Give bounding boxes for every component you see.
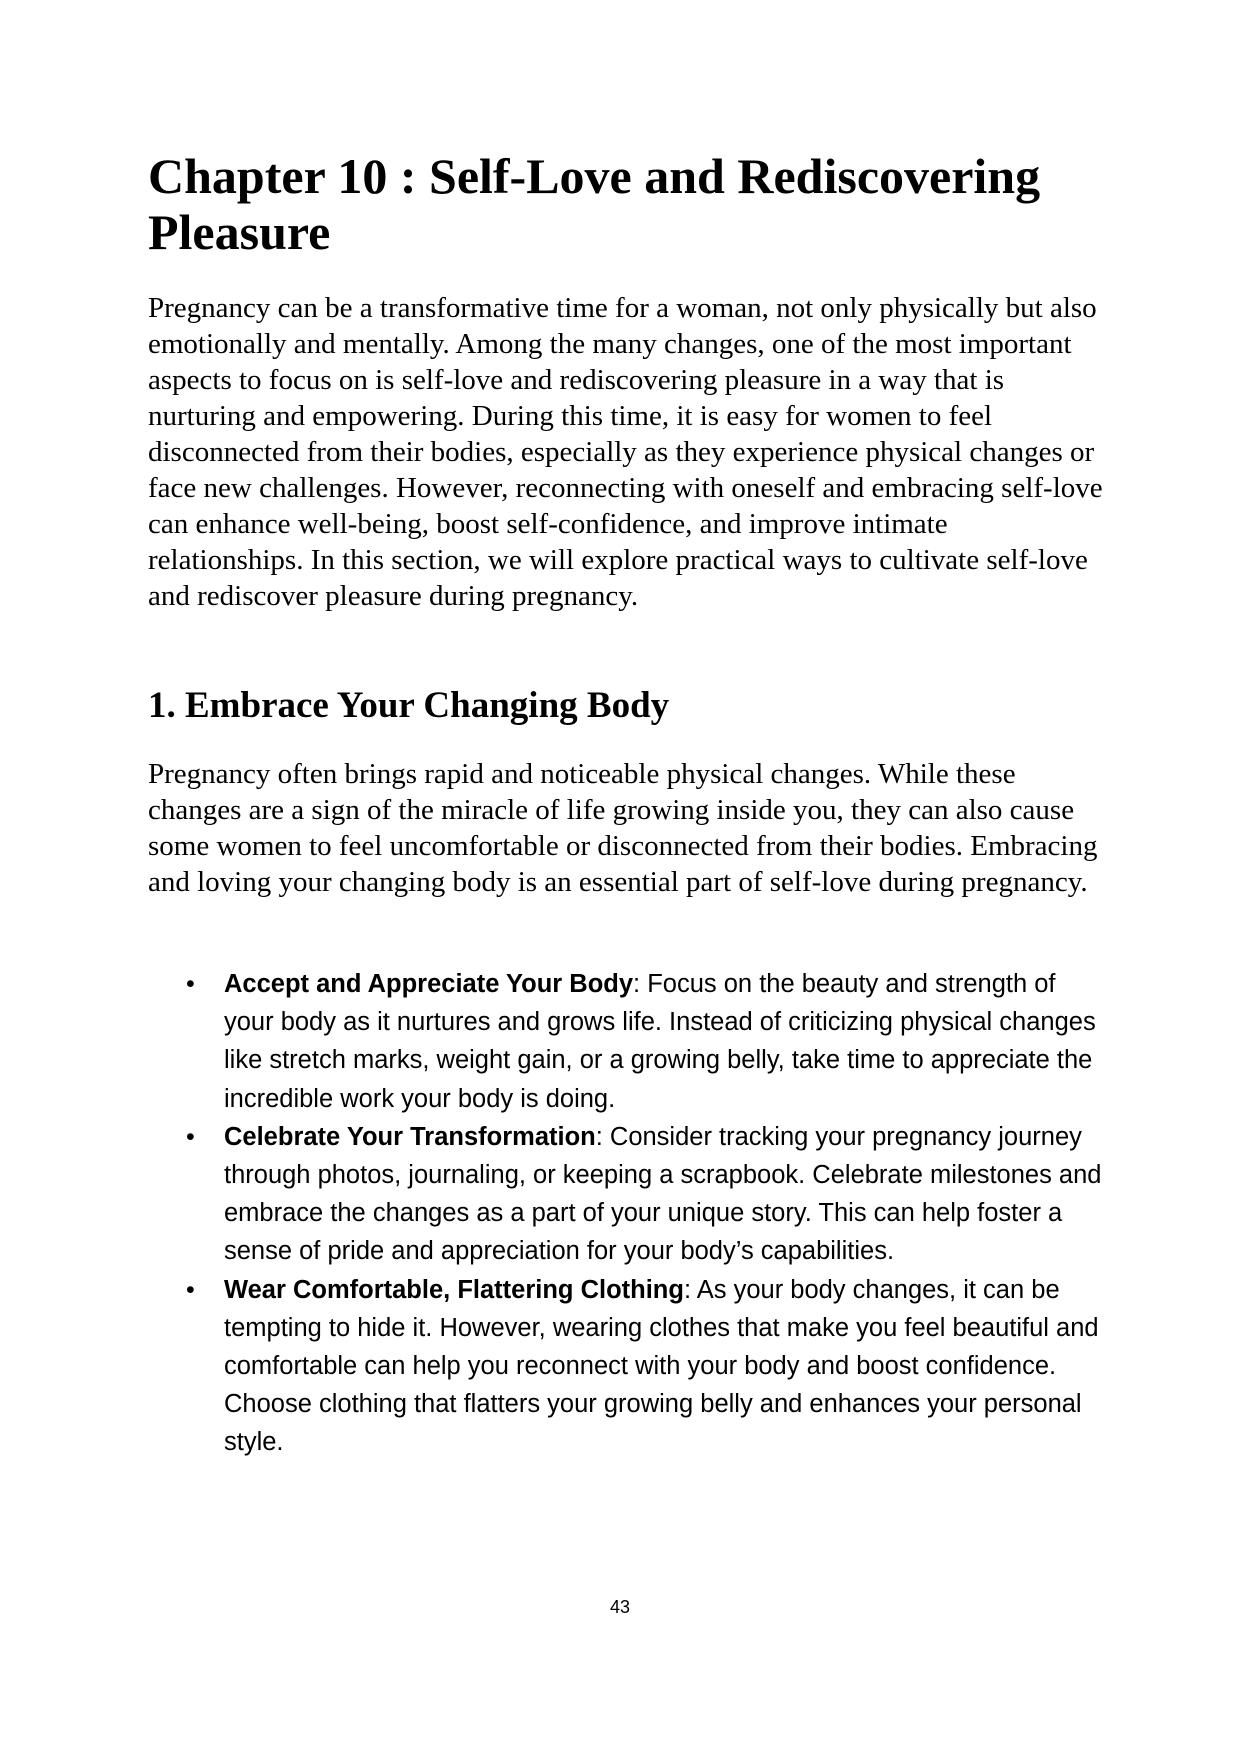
chapter-title: Chapter 10 : Self-Love and Rediscovering Pleasure <box>148 148 1041 260</box>
bullet-item-comfortable-clothing <box>148 1271 1108 1462</box>
bullet-term: Accept and Appreciate Your Body <box>224 970 634 998</box>
bullet-marker: • <box>186 1122 195 1151</box>
bullet-marker: • <box>186 970 195 998</box>
bullet-item-accept-appreciate <box>148 965 1108 1118</box>
page-number: 43 <box>609 1597 631 1617</box>
section-intro-paragraph: Pregnancy often brings rapid and noticeable physical changes. While these changes are a sign of the miracle of life growing inside you, they can also cause some women to feel uncomfortable or disconnected from their bodies. Embracing and loving your changing body is an essential part of self-love during pregnancy. <box>148 758 1098 898</box>
chapter-intro-paragraph: Pregnancy can be a transformative time for a woman, not only physically but also emotionally and mentally. Among the many changes, one of the most important aspects to focus on is self-love and rediscovering pleasure in a way that is nurturing and empowering. During this time, it is easy for women to feel disconnected from their bodies, especially as they experience physical changes or face new challenges. However, reconnecting with oneself and embracing self-love can enhance well-being, boost self-confidence, and improve intimate relationships. In this section, we will explore practical ways to cultivate self-love and rediscover pleasure during pregnancy. <box>148 292 1103 612</box>
bullet-text: : Focus on the beauty and strength of your body as it nurtures and grows life. Instead of criticizing physical changes like stretch marks, weight gain, or a growing belly, take time to appreciate the incredible work your body is doing. <box>224 970 1096 1113</box>
bullet-text: : As your body changes, it can be tempting to hide it. However, wearing clothes that make you feel beautiful and comfortable can help you reconnect with your body and boost confidence. Choose clothing that flatters your growing belly and enhances your personal style. <box>224 1275 1099 1457</box>
bullet-term: Celebrate Your Transformation <box>224 1122 596 1151</box>
bullet-term: Wear Comfortable, Flattering Clothing <box>224 1275 684 1304</box>
bullet-marker: • <box>186 1275 195 1304</box>
bullet-item-celebrate-transformation <box>148 1118 1108 1271</box>
section-heading: 1. Embrace Your Changing Body <box>148 685 670 726</box>
bullet-list <box>148 965 1108 1462</box>
bullet-text: : Consider tracking your pregnancy journey through photos, journaling, or keeping a scrapbook. Celebrate milestones and embrace the changes as a part of your unique story. This can help foster a sense of pride and appreciation for your body’s capabilities. <box>224 1122 1102 1266</box>
